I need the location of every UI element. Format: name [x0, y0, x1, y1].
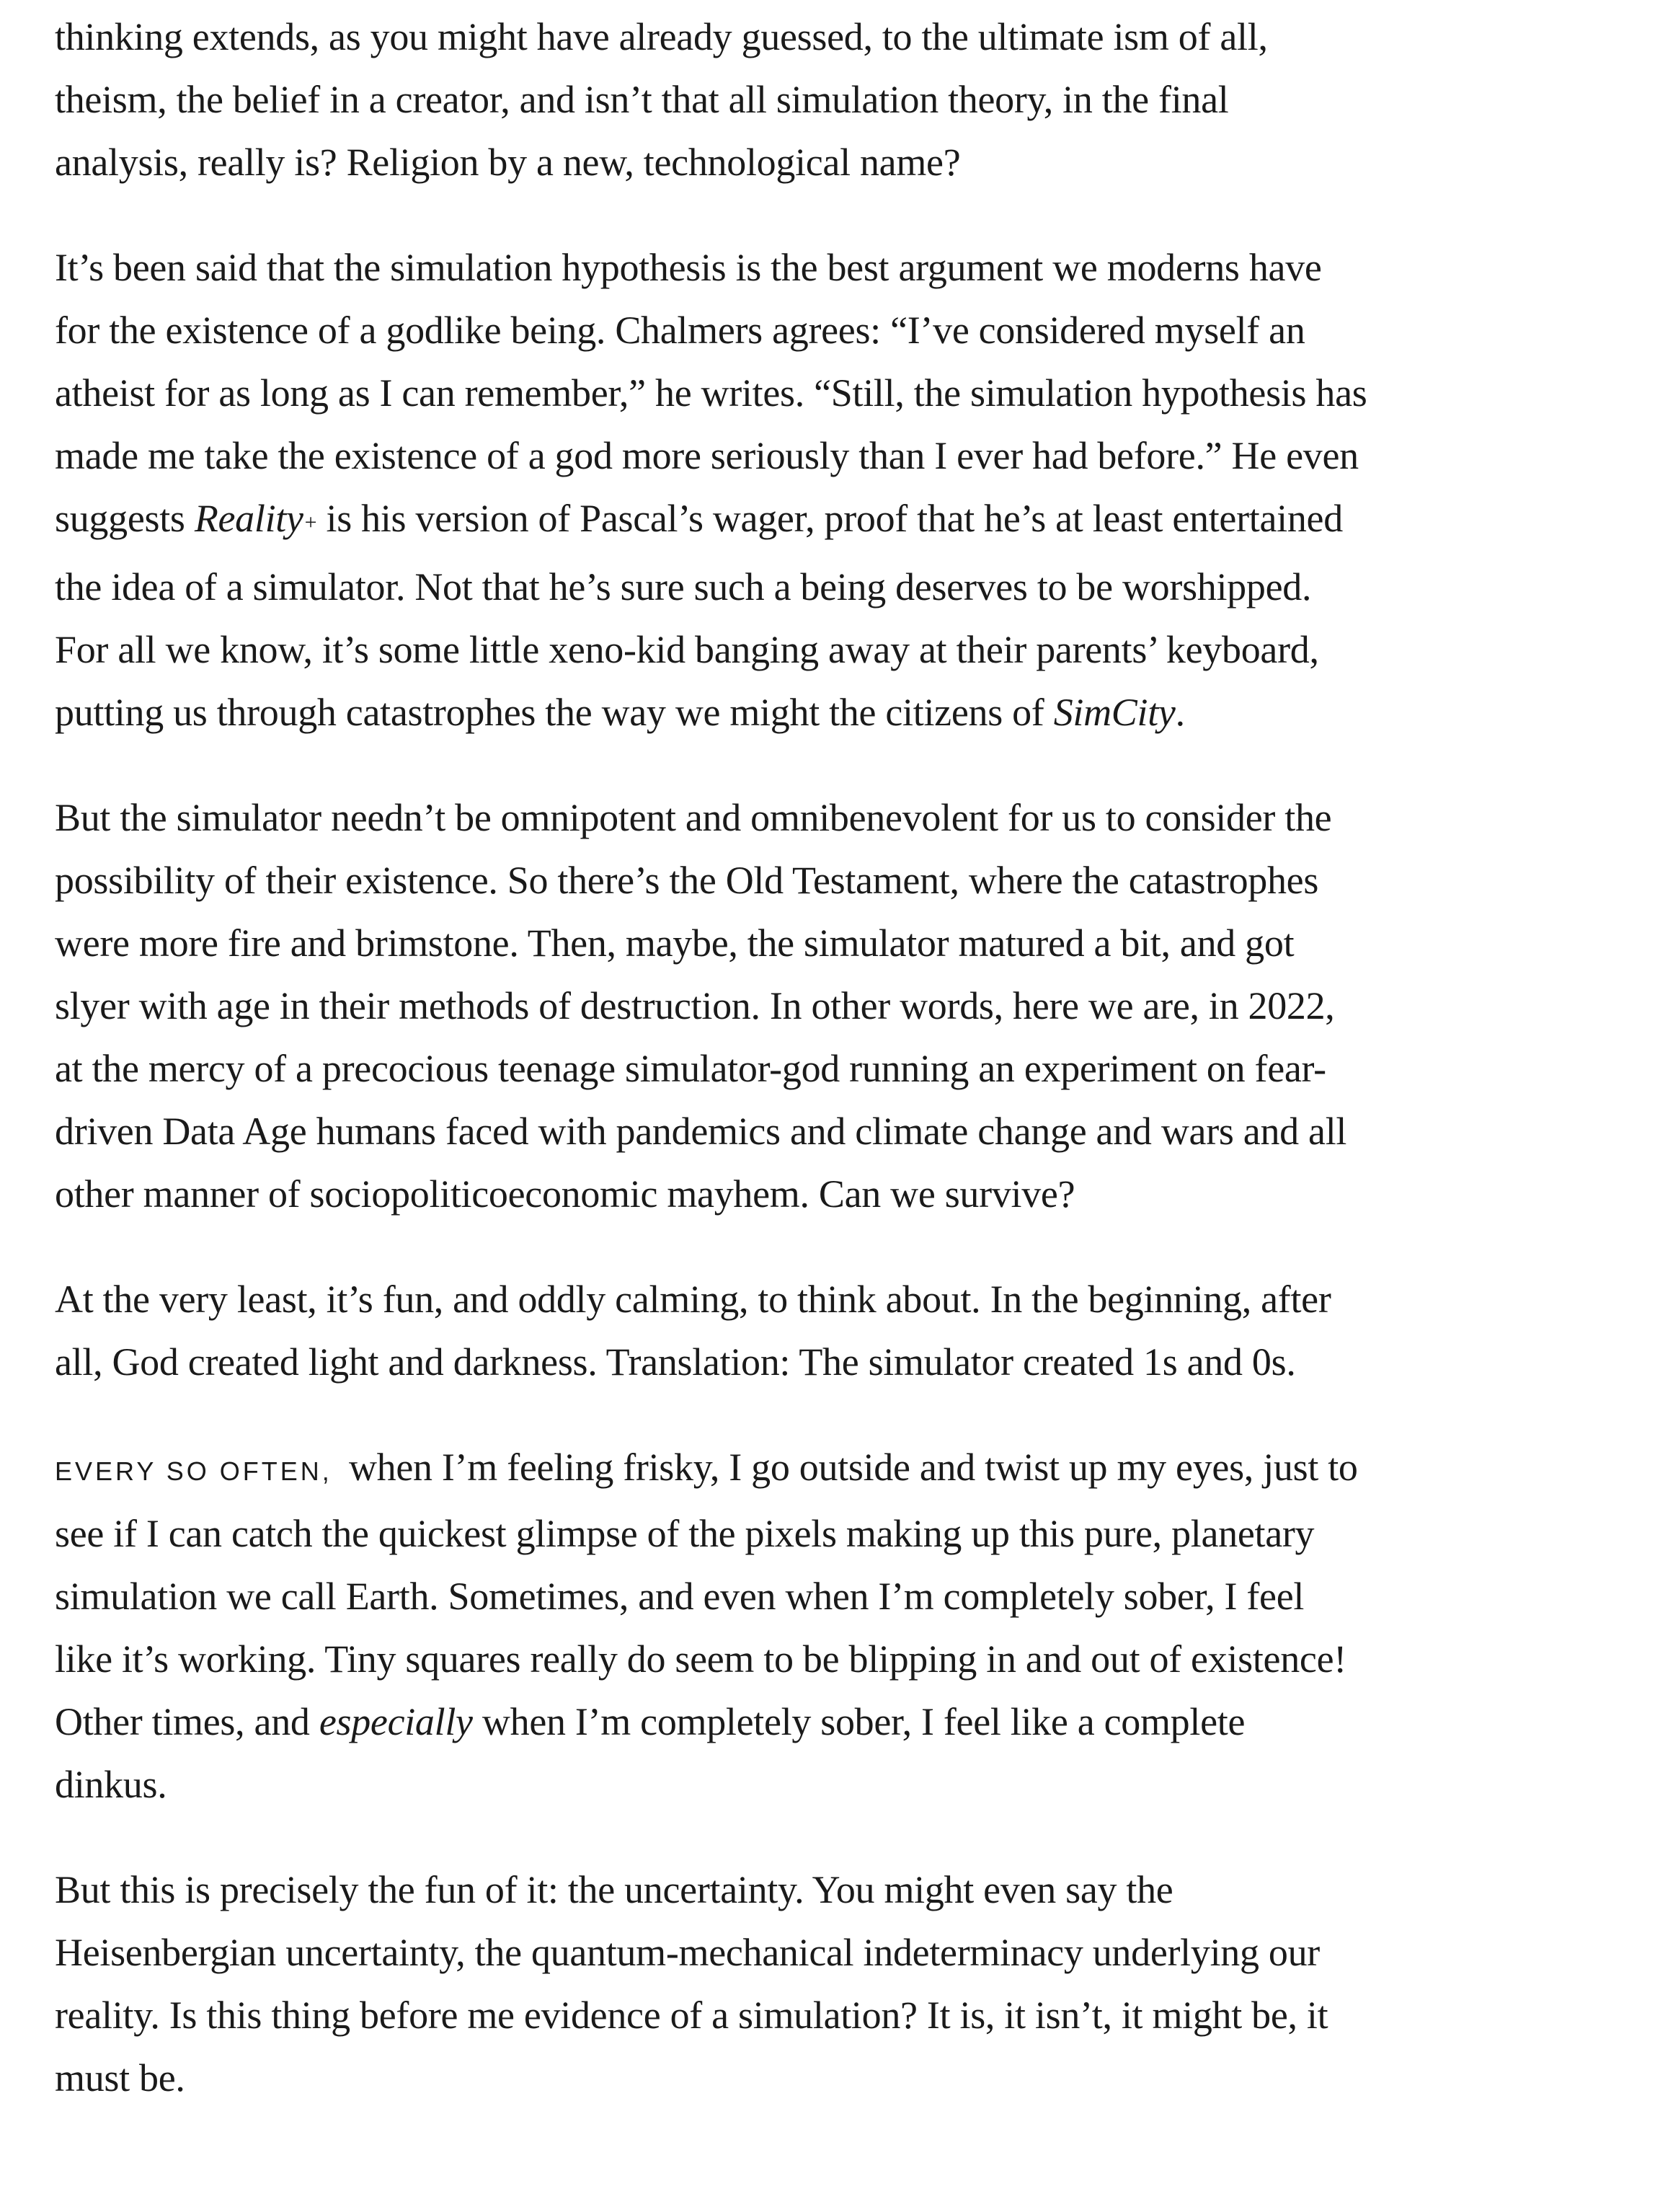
text-line: the idea of a simulator. Not that he’s sure such a being deserves to be worshipped. [55, 565, 1312, 609]
text-line: possibility of their existence. So there’s the Old Testament, where the catastrophes [55, 859, 1319, 902]
text-line: At the very least, it’s fun, and oddly calming, to think about. In the beginning, after [55, 1278, 1331, 1321]
text-line: must be. [55, 2056, 185, 2100]
text-line: theism, the belief in a creator, and isn’t that all simulation theory, in the final [55, 78, 1229, 121]
plus-sign: + [304, 510, 317, 534]
emphasis: especially [319, 1700, 473, 1743]
paragraph-3 [55, 787, 1641, 1226]
paragraph-6 [55, 1859, 1641, 2110]
text-fragment: is his version of Pascal’s wager, proof that he’s at least entertained [316, 497, 1343, 540]
text-line: at the mercy of a precocious teenage simulator-god running an experiment on fear- [55, 1047, 1326, 1090]
text-line: Heisenbergian uncertainty, the quantum-mechanical indeterminacy underlying our [55, 1931, 1320, 1974]
text-line: slyer with age in their methods of destruction. In other words, here we are, in 2022, [55, 984, 1335, 1027]
text-line: thinking extends, as you might have already guessed, to the ultimate ism of all, [55, 15, 1268, 58]
section-lead-in: EVERY SO OFTEN, [55, 1456, 332, 1486]
text-fragment: when I’m completely sober, I feel like a complete [472, 1700, 1246, 1743]
paragraph-4 [55, 1268, 1641, 1394]
text-fragment: suggests [55, 497, 195, 540]
text-line: atheist for as long as I can remember,” he writes. “Still, the simulation hypothesis has [55, 371, 1367, 415]
book-title-reality-plus [195, 497, 316, 540]
text-line: for the existence of a godlike being. Chalmers agrees: “I’ve considered myself an [55, 309, 1305, 352]
text-line: all, God created light and darkness. Translation: The simulator created 1s and 0s. [55, 1340, 1296, 1384]
game-title-simcity: SimCity [1053, 691, 1176, 734]
text-line [55, 1436, 1641, 1503]
text-line: For all we know, it’s some little xeno-kid banging away at their parents’ keyboard, [55, 628, 1319, 671]
paragraph-2 [55, 236, 1641, 744]
text-line: dinkus. [55, 1763, 167, 1806]
text-fragment: putting us through catastrophes the way we might the citizens of [55, 691, 1054, 734]
text-line: But the simulator needn’t be omnipotent and omnibenevolent for us to consider the [55, 796, 1332, 839]
paragraph-5 [55, 1436, 1641, 1816]
text-line: reality. Is this thing before me evidence of a simulation? It is, it isn’t, it might be, it [55, 1994, 1328, 2037]
text-fragment: Other times, and [55, 1700, 319, 1743]
text-line: analysis, really is? Religion by a new, technological name? [55, 141, 961, 184]
paragraph-1 [55, 6, 1641, 194]
article-body [55, 0, 1641, 2152]
text-line [55, 487, 1641, 556]
text-line: It’s been said that the simulation hypothesis is the best argument we moderns have [55, 246, 1322, 289]
book-title-text: Reality [194, 497, 303, 540]
text-line [55, 681, 1641, 744]
text-line: But this is precisely the fun of it: the uncertainty. You might even say the [55, 1868, 1173, 1911]
text-line: like it’s working. Tiny squares really do seem to be blipping in and out of existence! [55, 1637, 1346, 1681]
text-line: driven Data Age humans faced with pandemics and climate change and wars and all [55, 1110, 1347, 1153]
text-line: other manner of sociopoliticoeconomic mayhem. Can we survive? [55, 1172, 1075, 1216]
text-line [55, 1691, 1641, 1753]
text-line: were more fire and brimstone. Then, maybe, the simulator matured a bit, and got [55, 921, 1295, 965]
text-line: see if I can catch the quickest glimpse of the pixels making up this pure, planetary [55, 1512, 1315, 1555]
text-line: simulation we call Earth. Sometimes, and even when I’m completely sober, I feel [55, 1575, 1305, 1618]
text-line: made me take the existence of a god more seriously than I ever had before.” He even [55, 434, 1359, 477]
text-fragment: . [1175, 691, 1185, 734]
text-fragment: when I’m feeling frisky, I go outside and twist up my eyes, just to [339, 1446, 1358, 1489]
